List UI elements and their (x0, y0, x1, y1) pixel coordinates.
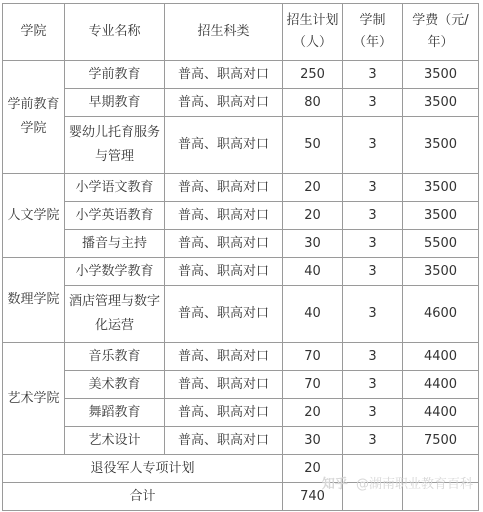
major-cell: 酒店管理与数字化运营 (65, 286, 165, 343)
fee-cell: 3500 (403, 202, 479, 230)
fee-cell: 3500 (403, 61, 479, 89)
veteran-plan: 20 (283, 455, 343, 483)
years-cell: 3 (343, 286, 403, 343)
header-years: 学制（年） (343, 4, 403, 61)
enrollment-plan-table (2, 3, 479, 511)
category-cell: 普高、职高对口 (165, 258, 283, 286)
major-cell: 早期教育 (65, 89, 165, 117)
years-cell: 3 (343, 371, 403, 399)
plan-cell: 250 (283, 61, 343, 89)
category-cell: 普高、职高对口 (165, 202, 283, 230)
total-plan: 740 (283, 483, 343, 511)
college-cell: 人文学院 (3, 174, 65, 258)
watermark-brand: 知乎 (321, 477, 348, 492)
table-row (3, 89, 479, 117)
table-row (3, 286, 479, 343)
years-cell: 3 (343, 202, 403, 230)
category-cell: 普高、职高对口 (165, 343, 283, 371)
plan-cell: 40 (283, 286, 343, 343)
major-cell: 婴幼儿托育服务与管理 (65, 117, 165, 174)
major-cell: 美术教育 (65, 371, 165, 399)
category-cell: 普高、职高对口 (165, 399, 283, 427)
plan-cell: 30 (283, 230, 343, 258)
category-cell: 普高、职高对口 (165, 371, 283, 399)
category-cell: 普高、职高对口 (165, 61, 283, 89)
major-cell: 舞蹈教育 (65, 399, 165, 427)
header-plan: 招生计划（人） (283, 4, 343, 61)
plan-cell: 40 (283, 258, 343, 286)
fee-cell: 3500 (403, 258, 479, 286)
years-cell: 3 (343, 399, 403, 427)
plan-cell: 80 (283, 89, 343, 117)
college-cell: 艺术学院 (3, 343, 65, 455)
fee-cell: 4400 (403, 371, 479, 399)
table-header-row (3, 4, 479, 61)
table-row (3, 371, 479, 399)
table-row (3, 399, 479, 427)
years-cell: 3 (343, 117, 403, 174)
zhihu-watermark (322, 473, 473, 492)
table-row (3, 61, 479, 89)
veteran-label: 退役军人专项计划 (3, 455, 283, 483)
plan-cell: 20 (283, 202, 343, 230)
table-row (3, 427, 479, 455)
years-cell: 3 (343, 89, 403, 117)
fee-cell: 7500 (403, 427, 479, 455)
plan-cell: 30 (283, 427, 343, 455)
major-cell: 小学数学教育 (65, 258, 165, 286)
table-row (3, 343, 479, 371)
years-cell: 3 (343, 343, 403, 371)
table-row (3, 258, 479, 286)
category-cell: 普高、职高对口 (165, 427, 283, 455)
category-cell: 普高、职高对口 (165, 89, 283, 117)
college-cell: 学前教育学院 (3, 61, 65, 174)
header-major: 专业名称 (65, 4, 165, 61)
plan-cell: 20 (283, 174, 343, 202)
major-cell: 音乐教育 (65, 343, 165, 371)
header-category: 招生科类 (165, 4, 283, 61)
table-row (3, 202, 479, 230)
major-cell: 播音与主持 (65, 230, 165, 258)
major-cell: 小学语文教育 (65, 174, 165, 202)
college-cell: 数理学院 (3, 258, 65, 343)
total-label: 合计 (3, 483, 283, 511)
major-cell: 学前教育 (65, 61, 165, 89)
years-cell: 3 (343, 258, 403, 286)
table-row (3, 117, 479, 174)
category-cell: 普高、职高对口 (165, 174, 283, 202)
plan-cell: 20 (283, 399, 343, 427)
years-cell: 3 (343, 174, 403, 202)
plan-cell: 70 (283, 371, 343, 399)
watermark-account: @湖南职业教育百科 (355, 477, 473, 492)
fee-cell: 4400 (403, 399, 479, 427)
fee-cell: 4400 (403, 343, 479, 371)
major-cell: 小学英语教育 (65, 202, 165, 230)
fee-cell: 3500 (403, 174, 479, 202)
major-cell: 艺术设计 (65, 427, 165, 455)
plan-cell: 50 (283, 117, 343, 174)
table-row (3, 230, 479, 258)
header-fee: 学费（元/年） (403, 4, 479, 61)
category-cell: 普高、职高对口 (165, 286, 283, 343)
plan-cell: 70 (283, 343, 343, 371)
fee-cell: 5500 (403, 230, 479, 258)
fee-cell: 3500 (403, 89, 479, 117)
table-row (3, 174, 479, 202)
fee-cell: 4600 (403, 286, 479, 343)
header-college: 学院 (3, 4, 65, 61)
category-cell: 普高、职高对口 (165, 230, 283, 258)
category-cell: 普高、职高对口 (165, 117, 283, 174)
years-cell: 3 (343, 230, 403, 258)
years-cell: 3 (343, 427, 403, 455)
years-cell: 3 (343, 61, 403, 89)
fee-cell: 3500 (403, 117, 479, 174)
